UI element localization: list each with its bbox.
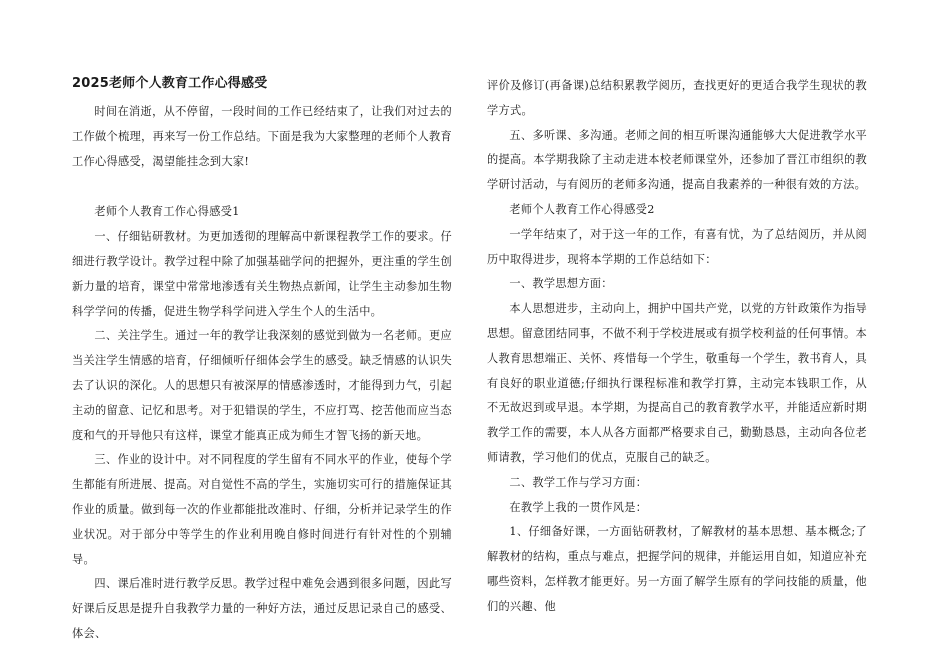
paragraph-1: 一、仔细钻研教材。为更加透彻的理解高中新课程教学工作的要求。仔细进行教学设计。教学过程中除了加强基础学问的把握外，更注重的学生创新力量的培育，课堂中常常地渗透有关生物热点新闻，让学生主动参加生物科学学问的传播，促进生物学科学问进入学生个人的生活中。 [72,230,452,318]
spacer [72,174,452,200]
paragraph-7: 本人思想进步，主动向上，拥护中国共产党，以党的方针政策作为指导思想。留意团结同事，不做不利于学校进展或有损学校利益的任何事情。本人教育思想端正、关怀、疼惜每一个学生，敬重每一个学生，教书育人，具有良好的职业道德;仔细执行课程标准和教学打算，主动完本钱职工作，从不无故迟到或早退。本学期，为提高自己的教育教学水平，并能适应新时期教学工作的需要，本人从各方面都严格要求自己，勤勤恳恳，主动向各位老师请教，学习他们的优点，克服自己的缺乏。 [487,302,867,464]
paragraph-4-continued: 评价及修订(再备课)总结积累教学阅历，查找更好的更适合我学生现状的教学方式。 [487,79,867,117]
paragraph-3: 三、作业的设计中。对不同程度的学生留有不同水平的作业，使每个学生都能有所进展、提高。对自觉性不高的学生，实施切实可行的措施保证其作业的质量。做到每一次的作业都能批改准时、仔细，分析并记录学生的作业状况。对于部分中等学生的作业利用晚自修时间进行有针对性的个别辅导。 [72,453,452,566]
subheading-teaching-work: 二、教学工作与学习方面： [509,475,648,489]
paragraph-2: 二、关注学生。通过一年的教学让我深刻的感觉到做为一名老师。更应当关注学生情感的培育，仔细倾听仔细体会学生的感受。缺乏情感的认识失去了认识的深化。人的思想只有被深厚的情感渗透时，才能得到力气，引起主动的留意、记忆和思考。对于犯错误的学生，不应打骂、挖苦他而应当态度和气的开导他只有这样，课堂才能真正成为师生才智飞扬的新天地。 [72,329,452,442]
right-column [487,74,867,620]
subheading-teaching-thought: 一、教学思想方面： [509,277,613,291]
paragraph-8: 在教学上我的一贯作风是： [509,500,648,514]
paragraph-6: 一学年结束了，对于这一年的工作，有喜有忧，为了总结阅历，并从阅历中取得进步，现将本学期的工作总结如下： [487,227,867,266]
section-heading-2: 老师个人教育工作心得感受2 [509,202,655,216]
section-heading-1: 老师个人教育工作心得感受1 [94,205,240,219]
document-title: 2025老师个人教育工作心得感受 [72,76,268,91]
left-column [72,74,452,647]
intro-paragraph: 时间在消逝，从不停留，一段时间的工作已经结束了，让我们对过去的工作做个梳理，再来写一份工作总结。下面是我为大家整理的老师个人教育工作心得感受，渴望能挂念到大家! [72,105,452,168]
paragraph-5: 五、多听课、多沟通。老师之间的相互听课沟通能够大大促进教学水平的提高。本学期我除了主动走进本校老师课堂外，还参加了晋江市组织的教学研讨活动，与有阅历的老师多沟通，提高自我素养的一种很有效的方法。 [487,128,867,192]
paragraph-9: 1、仔细备好课，一方面钻研教材，了解教材的基本思想、基本概念;了解教材的结构，重点与难点，把握学问的规律，并能运用自如，知道应补充哪些资料，怎样教才能更好。另一方面了解学生原有的学问技能的质量，他们的兴趣、他 [487,525,867,613]
paragraph-4: 四、课后准时进行教学反思。教学过程中难免会遇到很多问题，因此写好课后反思是提升自我教学力量的一种好方法，通过反思记录自己的感受、体会、 [72,577,452,640]
